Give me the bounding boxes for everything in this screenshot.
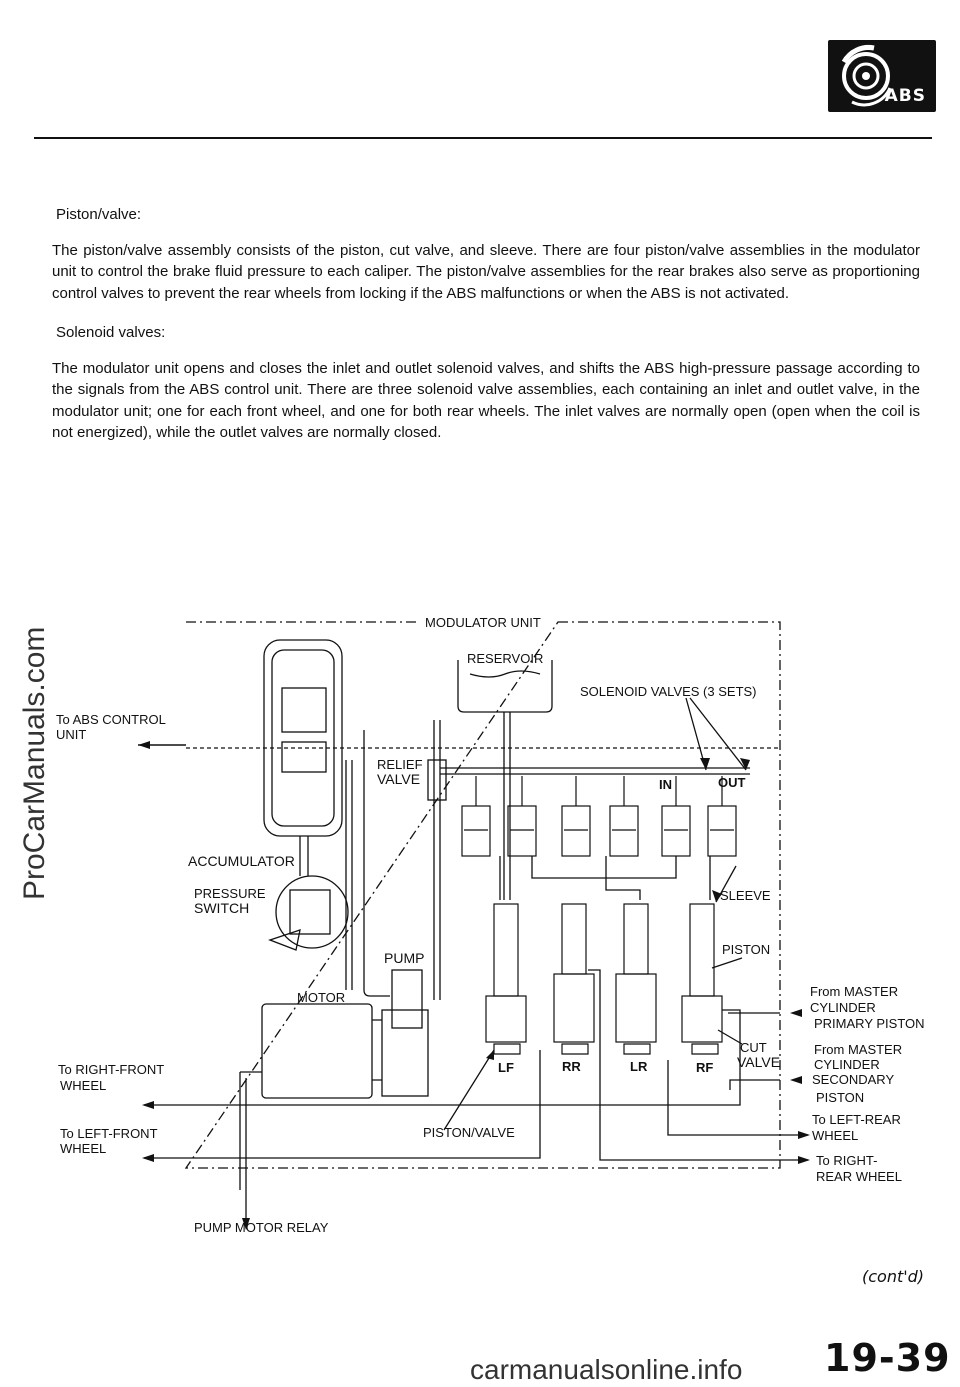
label-lf: LF bbox=[498, 1060, 514, 1075]
piston-valve-heading: Piston/valve: bbox=[56, 206, 142, 223]
label-from-master-secondary-3: SECONDARY bbox=[812, 1072, 895, 1087]
label-pressure-1: PRESSURE bbox=[194, 886, 266, 901]
label-to-left-front-2: WHEEL bbox=[60, 1141, 107, 1156]
label-relief-2: VALVE bbox=[377, 771, 421, 787]
label-rr: RR bbox=[562, 1059, 581, 1074]
label-lr: LR bbox=[630, 1059, 648, 1074]
side-watermark: ProCarManuals.com bbox=[18, 626, 51, 900]
label-piston-valve: PISTON/VALVE bbox=[423, 1125, 515, 1140]
solenoid-valves-paragraph: The modulator unit opens and closes the inlet and outlet solenoid valves, and shifts the ABS high-pressure passage according to the signals from the ABS control unit. There are three solenoid valve assemblies, each containing an inlet and outlet valve, in the modulator unit; one for each front wheel, and one for both rear wheels. The inlet valves are normally open (open when the coil is not energized), while the outlet valves are normally closed. bbox=[52, 359, 920, 441]
label-piston: PISTON bbox=[722, 942, 771, 957]
label-cut-1: CUT bbox=[740, 1040, 767, 1055]
label-to-right-front-2: WHEEL bbox=[60, 1078, 107, 1093]
header-rule bbox=[34, 137, 932, 139]
label-to-abs-control-1: To ABS CONTROL bbox=[56, 712, 166, 727]
abs-badge-label: ABS bbox=[884, 86, 926, 106]
label-from-master-secondary-2: CYLINDER bbox=[814, 1057, 880, 1072]
label-to-left-rear-2: WHEEL bbox=[812, 1128, 859, 1143]
label-out: OUT bbox=[718, 775, 746, 790]
continued-label: (cont'd) bbox=[862, 1267, 925, 1286]
piston-valve-paragraph: The piston/valve assembly consists of the piston, cut valve, and sleeve. There are four piston/valve assemblies in the modulator unit to control the brake fluid pressure to each caliper. The piston/valve assemblies for the rear brakes also serve as proportioning control valves to prevent the rear wheels from locking if the ABS malfunctions or when the ABS is not activated. bbox=[52, 241, 920, 302]
page-number: 19-39 bbox=[824, 1336, 951, 1380]
label-to-abs-control-2: UNIT bbox=[56, 727, 87, 742]
label-modulator-unit: MODULATOR UNIT bbox=[425, 615, 541, 630]
label-to-right-rear-1: To RIGHT- bbox=[816, 1153, 878, 1168]
label-from-master-primary-3: PRIMARY PISTON bbox=[814, 1016, 925, 1031]
body-text bbox=[52, 204, 920, 456]
label-pump-motor-relay: PUMP MOTOR RELAY bbox=[194, 1220, 329, 1235]
label-accumulator: ACCUMULATOR bbox=[188, 853, 295, 869]
label-in: IN bbox=[659, 777, 672, 792]
abs-modulator-diagram bbox=[0, 600, 960, 1260]
label-from-master-primary-1: From MASTER bbox=[810, 984, 899, 999]
label-pump: PUMP bbox=[384, 950, 425, 966]
solenoid-valves-heading: Solenoid valves: bbox=[56, 324, 166, 341]
label-from-master-primary-2: CYLINDER bbox=[810, 1000, 876, 1015]
label-to-right-rear-2: REAR WHEEL bbox=[816, 1169, 902, 1184]
label-pressure-2: SWITCH bbox=[194, 900, 250, 916]
label-to-left-front-1: To LEFT-FRONT bbox=[60, 1126, 158, 1141]
label-reservoir: RESERVOIR bbox=[467, 651, 544, 666]
label-from-master-secondary-1: From MASTER bbox=[814, 1042, 903, 1057]
label-relief-1: RELIEF bbox=[377, 757, 423, 772]
label-to-right-front-1: To RIGHT-FRONT bbox=[58, 1062, 165, 1077]
footer-watermark: carmanualsonline.info bbox=[470, 1354, 743, 1385]
label-rf: RF bbox=[696, 1060, 714, 1075]
abs-section-badge bbox=[828, 40, 936, 112]
label-motor: MOTOR bbox=[297, 990, 346, 1005]
label-to-left-rear-1: To LEFT-REAR bbox=[812, 1112, 901, 1127]
label-from-master-secondary-4: PISTON bbox=[816, 1090, 865, 1105]
label-cut-2: VALVE bbox=[737, 1054, 781, 1070]
label-sleeve: SLEEVE bbox=[720, 888, 771, 903]
label-solenoid-valves: SOLENOID VALVES (3 SETS) bbox=[580, 684, 757, 699]
